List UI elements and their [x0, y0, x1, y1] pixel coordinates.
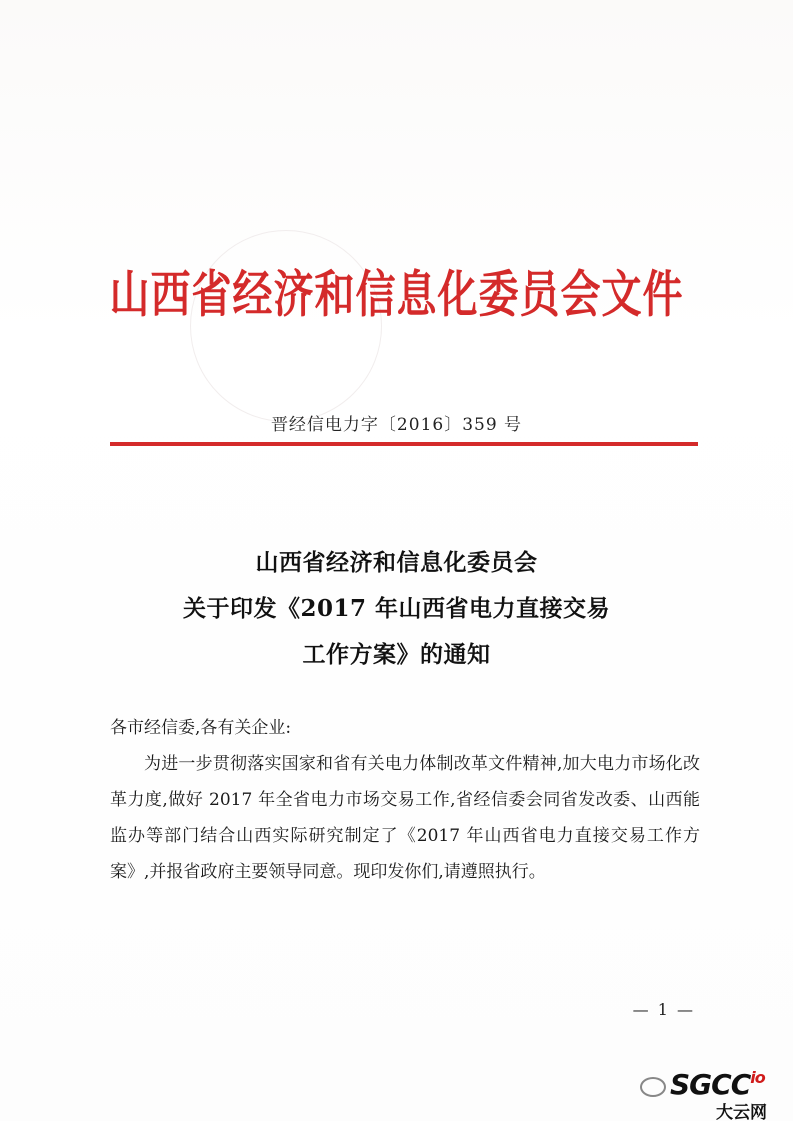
- red-separator-line: [110, 442, 698, 446]
- notice-title: [0, 540, 793, 678]
- wechat-badge-icon: [640, 1077, 666, 1097]
- salutation: 各市经信委,各有关企业:: [110, 718, 292, 738]
- watermark-subtitle: 大云网: [716, 1103, 767, 1123]
- body-paragraph: 为进一步贯彻落实国家和省有关电力体制改革文件精神,加大电力市场化改革力度,做好 2017 年全省电力市场交易工作,省经信委会同省发改委、山西能监办等部门结合山西实际研究制定了《2017 年山西省电力直接交易工作方案》,并报省政府主要领导同意。现印发你们,请遵照执行。: [110, 754, 700, 882]
- notice-title-line: 关于印发《2017 年山西省电力直接交易: [182, 595, 611, 622]
- watermark-brand: $SGCC^{io}$: [670, 1068, 765, 1101]
- document-number: 晋经信电力字〔2016〕359 号: [270, 415, 523, 435]
- notice-title-line: 工作方案》的通知: [302, 641, 491, 668]
- page-number: — 1 —: [632, 1000, 695, 1019]
- notice-body: [110, 710, 700, 890]
- issuer-header-title: 山西省经济和信息化委员会文件: [109, 266, 684, 324]
- notice-title-line: 山西省经济和信息化委员会: [255, 549, 538, 576]
- sgcc-watermark-logo: [640, 1068, 790, 1123]
